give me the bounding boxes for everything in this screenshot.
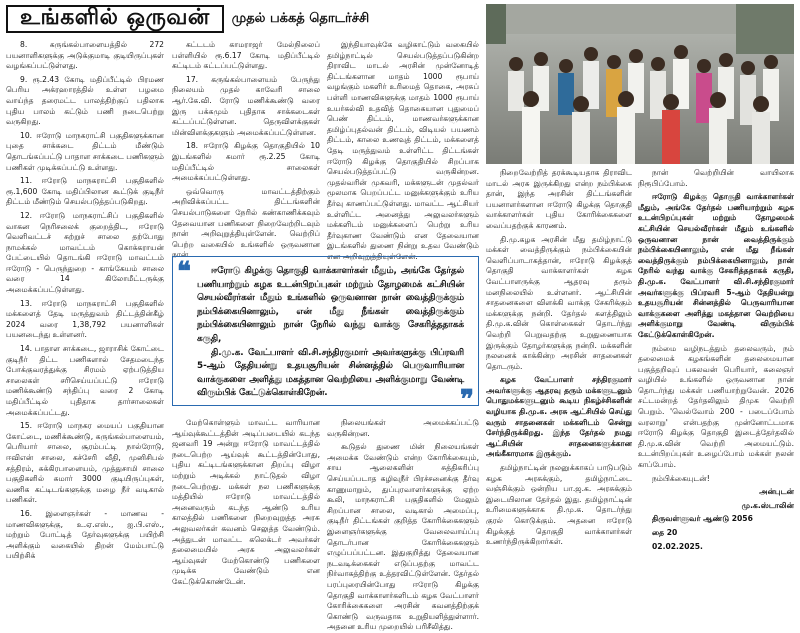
paragraph: நிறைவேற்றித் தரக்கூடியதாக திராவிட மாடல் அரசு இருக்கிறது என்ற நம்பிக்கை தான், இந்த அரசின் திட்டங்களின் பயனாளர்களான ஈரோடு கிழக்கு தொகுதி வாக்காளர்கள் புதிய கோரிக்கைகளை வைப்பதற்குக் காரணம். [486, 168, 632, 230]
paragraph: ஈரோடு கிழக்கு தொகுதி வாக்காளர்கள் மீதும், அங்கே தேர்தல் பணியாற்றும் கழக உடன்பிறப்புகள் மற்றும் தோழமைக் கட்சியின் செயல்வீரர்கள் மீதும் உங்களில் ஒருவனான நான் வைத்திருக்கும் நம்பிக்கையினாலும், என் மீது நீங்கள் வைத்திருக்கும் நம்பிக்கையினாலும், நான் நேரில் வந்து வாக்கு சேகரித்ததாகக் கருதி, தி.மு.க. வேட்பாளர் வி.சி.சந்திரகுமார் அவர்களுக்கு பிப்ரவரி 5-ஆம் தேதியன்று உதயசூரியன் சின்னத்தில் பெருவாரியான வாக்குகளை அளித்து மகத்தான வெற்றியை அளிக்குமாறு வேண்டி விரும்பிக் கேட்டுக்கொள்கிறேன். [638, 192, 794, 339]
column-3-bottom [327, 418, 479, 632]
paragraph: நம்மை வழிநடத்தும் தலைவரும், நம் தலைமைக் கழகங்களின் தலைமையான பகுத்தறிவுப் பகலவன் பெரியார், கலைஞர் வழியில் உங்களில் ஒருவனான நான் தொடர்ந்து மக்கள் பணியாற்றுவேன். 2026 சட்டமன்றத் தேர்தலிலும் திமுக வெற்றி பெறும். 'வெல்வோம் 200 - படைப்போம் வரலாறு' என்பதற்கு முன்னோட்டமாக ஈரோடு கிழக்கு தொகுதி இடைத்தேர்தலில் தி.மு.க.வின் வெற்றி அமையட்டும். உடன்பிறப்புகள் உழைப்போம் மக்கள் நலன் காப்போம். [638, 343, 794, 470]
signoff-date: 02.02.2025. [652, 541, 703, 551]
title-box [6, 5, 224, 33]
column-3-top [327, 40, 479, 261]
paragraph: 10. ஈரோடு மாநகராட்சி பகுதிகளுக்கான புதை சாக்கடை திட்டம் மீண்டும் தொடங்கப்பட்டு பாதாள சாக்கடை பணிகளும் பணிகள் முடிக்கப்பட்டு உள்ளது. [6, 130, 164, 172]
paragraph: 9. ரூ.2.43 கோடி மதிப்பீட்டில் பிரமண பெரிய அக்ரஹாரத்தில் உள்ள பழமை வாய்ந்த தரைமட்ட பாலத்திற்குப் பதிலாக புதிய பாலம் கட்டும் பணி நடைபெற்று வருகிறது. [6, 74, 164, 127]
signoff-closing: அன்புடன் [759, 487, 794, 497]
crowd-photo [486, 4, 794, 164]
article-subtitle: முதல் பக்கத் தொடர்ச்சி [231, 11, 370, 26]
column-4 [486, 168, 632, 588]
signoff-month: தை 20 [652, 528, 678, 537]
article-title: உங்களில் ஒருவன் [20, 5, 210, 30]
paragraph: 8. கருங்கல்பாளையத்தில் 272 பயனாளிகளுக்கு அடுக்குமாடி குடியிருப்புகள் வழங்கப்பட்டுள்ளது. [6, 40, 164, 71]
paragraph: 17. கருங்கல்பாளையம் பேருந்து நிலையம் முதல் காவேரி சாலை ஆர்.கே.வி. ரோடு மணிக்கூண்டு வரை இரு பக்கமும் புதிதாக சாக்கடைகள் கட்டப்பட்டுள்ளன. தெருவிளக்குகள் மின்விளக்குகளும் அமைக்கப்பட்டுள்ளன. [172, 74, 320, 137]
close-quote-icon: ❞ [460, 385, 474, 415]
paragraph: 15. ஈரோடு மாநகர மையப் பகுதியான கோட்டை, மணிக்கூண்டு, கருங்கல்பாளையம், பெரியார் சாலை, சூரம்பட்டி நால்ரோடு, ஈவிஎன் சாலை, கச்சேரி வீதி, முனிசிபல் சத்திரம், சுக்கிரபாளையம், முத்துசாமி சாலை பகுதிகளில் சுமார் 3000 குடியிருப்புகள், வணிக கட்டிடங்களுக்கு மழை நீர் வடிகால் பணிகள். [6, 421, 164, 505]
paragraph: 11. ஈரோடு மாநகராட்சி பகுதிகளில் ரூ.1,600 கோடி மதிப்பிலான கூட்டுக் குடிநீர் திட்டம் மீண்டும் செயல்படுத்தப்படுகிறது. [6, 176, 164, 207]
paragraph: நான் வெற்றியின் வாயிலாக நிரூபிப்போம். [638, 168, 794, 188]
paragraph: கட்டடம் காமராஜர் மேல்நிலைப் பள்ளியில் ரூ.6.17 கோடி மதிப்பீட்டில் கட்டிடம் கட்டப்பட்டுள்ளது. [172, 40, 320, 71]
paragraph: 13. ஈரோடு மாநகராட்சி பகுதிகளில் மக்களைத் தேடி மருத்துவம் திட்டத்தின்கீழ் 2024 வரை 1,38,792 பயனாளிகள் பயனடைந்து உள்ளனர். [6, 298, 164, 340]
paragraph: மேற்கொள்ளும் மாவட்ட வாரியான ஆய்வுக்கூட்டத்தின் அடிப்படையில் கடந்த ஜனவரி 19 அன்று ஈரோடு மாவட்டத்தில் நடைபெற்ற ஆய்வுக் கூட்டத்தின்போது, புதிய கட்டிடங்களுக்கான திறப்பு விழா மற்றும் அடிக்கல் நாட்டுதல் விழா நடைபெற்றது. மக்கள் நல பணிகளுக்கு மத்தியில் ஈரோடு மாவட்டத்தில் அனைவரும் கடந்த ஆண்டு உரிய காலத்தில் பணிகளை நிறைவுறுத்த அரசு அலுவலர்கள் கவனம் செலுத்த வேண்டும். அத்துடன் மாவட்ட கலெக்டர் அவர்கள் தலைமையில் அரசு அலுவலர்கள் ஆய்வுகள் மேற்கொண்டு பணிகளை முடிக்க வேண்டும் என கேட்டுக்கொண்டேன். [172, 418, 320, 586]
paragraph: 16. இளைஞர்கள் - மாணவ - மாணவிகளுக்கு, உ.ஏ.எஸ்., ஐ.பி.எஸ்., மற்றும் போட்டித் தேர்வுகளுக்கு பயிற்சி அளிக்கும் வகையில் திறன் மேம்பாட்டு பயிற்சிக் [6, 508, 164, 561]
paragraph: இந்தியாவுக்கே வழிகாட்டும் வகையில் தமிழ்நாட்டில் செயல்படுத்தப்படுகின்ற திராவிட மாடல் அரசின் முன்னோடித் திட்டங்களான மாதம் 1000 ரூபாய் வழங்கும் மகளிர் உரிமைத் தொகை, அரசுப் பள்ளி மாணவிகளுக்கு மாதம் 1000 ரூபாய் உயர்கல்வி உதவித் தொகையான புதுமைப் பெண் திட்டம், மாணவர்களுக்கான தமிழ்ப்புதல்வன் திட்டம், விடியல் பயணம் திட்டம், காலை உணவுத் திட்டம், மக்களைத் தேடி மருத்துவம் உள்ளிட்ட திட்டங்கள் ஈரோடு கிழக்கு தொகுதியில் சிறப்பாக செயல்படுத்தப்பட்டு வருகின்றன. முதல்வரின் முகவரி, மக்களுடன் முதல்வர் மூலமாக பெறப்பட்ட மனுக்களுக்கும் உரிய தீர்வு காணப்பட்டுள்ளது. மாவட்ட ஆட்சியர் உள்ளிட்ட அனைத்து அலுவலர்களும் மக்களிடம் மனுக்களைப் பெற்று உரிய தீர்வுகாண வேண்டும் என தேவையான இடங்களில் துணை நின்று உதவ வேண்டும் என அறிவுறுத்தியுள்ளேன். [327, 40, 479, 261]
paragraph: தமிழ்நாட்டின் நலனுக்காகப் பாடுபடும் கழக அரசுக்கும், தமிழ்நாட்டை வஞ்சிக்கும் ஒன்றிய பா.ஜ.க. அரசுக்கும் இடையிலான தேர்தல் இது. தமிழ்நாட்டின் உரிமைகளுக்காக தி.மு.க. தொடர்ந்து குரல் கொடுக்கும். அதனை ஈரோடு கிழக்குத் தொகுதி வாக்காளர்கள் உணர்ந்திருக்கிறார்கள். [486, 463, 632, 547]
quote-paragraph-2: தி.மு.க. வேட்பாளர் வி.சி.சந்திரகுமார் அவர்களுக்கு பிப்ரவரி 5-ஆம் தேதியன்று உதயசூரியன் சின்னத்தில் பெருவாரியான வாக்குகளை அளித்து மகத்தான வெற்றியை அளிக்குமாறு வேண்டி விரும்பிக் கேட்டுக்கொள்கிறேன். [197, 347, 464, 399]
signoff-year: திருவள்ளுவர் ஆண்டு 2056 [652, 514, 753, 524]
open-quote-icon: ❝ [177, 257, 191, 287]
article-header [6, 4, 480, 34]
paragraph: கழக வேட்பாளர் சந்திரகுமார் அவர்களுக்கு ஆதரவு தரும் மக்களுடனும் பொதுமக்களுடனும் கூடிய நிகழ்ச்சிகளின் வழியாக தி.மு.க. அரசு ஆட்சியில் செய்து வரும் சாதனைகள் மக்களிடம் சென்று சேர்ந்திருக்கிறது. இந்த தேர்தல் நமது ஆட்சியின் சாதனைகளுக்கான அங்கீகாரமாக இருக்கும். [486, 375, 632, 459]
quote-paragraph-1: ஈரோடு கிழக்கு தொகுதி வாக்காளர்கள் மீதும், அங்கே தேர்தல் பணியாற்றும் கழக உடன்பிறப்புகள் மற்றும் தோழமைக் கட்சியின் செயல்வீரர்கள் மீதும் உங்களில் ஒருவனான நான் வைத்திருக்கும் நம்பிக்கையினாலும், என் மீது நீங்கள் வைத்திருக்கும் நம்பிக்கையினாலும் நான் நேரில் வந்து வாக்கு சேகரித்ததாகக் கருதி, [197, 266, 464, 344]
crowd-photo-illustration [486, 4, 794, 164]
column-2-top [172, 40, 320, 260]
paragraph: 18. ஈரோடு கிழக்கு தொகுதியில் 10 இடங்களில் சுமார் ரூ.2.25 கோடி மதிப்பீட்டில் சாலைகள் அமைக்கப்பட்டுள்ளது. [172, 141, 320, 183]
paragraph: நம்பிக்கையுடன்! [652, 473, 710, 483]
paragraph: ஒவ்வொரு மாவட்டத்திற்கும் அறிவிக்கப்பட்ட திட்டங்களின் செயல்பாடுகளை நேரில் கண்காணிக்கவும் தேவையான பணிகளை நிறைவேற்றிடவும் நான் அறிவுறுத்தியுள்ளேன். வெற்றிப் பெற்ற வகையில் உங்களில் ஒருவனான நான் [172, 186, 320, 260]
signoff-name: மு.க.ஸ்டாலின் [741, 500, 794, 510]
column-2-bottom [172, 418, 320, 588]
paragraph: தி.மு.கழக அரசின் மீது தமிழ்நாட்டு மக்கள் வைத்திருக்கும் நம்பிக்கையின் வெளிப்பாடாகத்தான், ஈரோடு கிழக்குத் தொகுதி வாக்காளர்கள் கழக வேட்பாளருக்கு ஆதரவு தரும் மனநிலையில் உள்ளனர். ஆட்சியின் சாதனைகளை விளக்கி வாக்கு சேகரிக்கும் மக்களுக்கு நன்றி. தேர்தல் களத்திலும் தி.மு.க.வின் கொள்கைகள் தொடர்ந்து வெற்றி பெறுவதற்கு உறுதுணையாக இருக்கும் தோழர்களுக்கு நன்றி. மக்களின் நலனைக் காக்கின்ற அரசின் சாதனைகள் தொடரும். [486, 234, 632, 371]
pull-quote-box [172, 256, 479, 415]
paragraph: 12. ஈரோடு மாநகராட்சிப் பகுதிகளில் வாகன நெரிசலைக் குறைத்திட, ஈரோடு வெளிவட்டச் சுற்றுச் சாலை தற்போது நாமக்கல் மாவட்டம் கொக்கராயன் பேட்டையில் தொடங்கி ஈரோடு மாவட்டம் ஈரோடு - பெருந்துறை - காங்கேயம் சாலை வரை 14 கிலோமீட்டருக்கு அமைக்கப்பட்டுள்ளது. [6, 210, 164, 295]
paragraph: நிலையங்கள் அமைக்கப்பட்டு வருகின்றன. [327, 418, 479, 438]
column-1 [6, 40, 164, 588]
paragraph: கூடுதல் துணை மின் நிலையங்கள் அமைக்க வேண்டும் என்ற கோரிக்கையும், சாய ஆலைகளின் சுத்திகரிப்பு செய்யப்படாத கழிவுநீர் பிரச்சனைக்கு தீர்வு காணுமாறும், துப்புரவாளர்களுக்கு ஏற்ற கூலி, மாநகராட்சி பகுதிகளில் மேலும் சிறப்பான சாலை, வடிகால் அமைப்பு, குடிநீர் திட்டங்கள் குறித்த கோரிக்கைகளும் இளைஞர்களுக்கு வேலைவாய்ப்பு தொடர்பான கோரிக்கைகளும் எழுப்பப்பட்டன. இதுகுறித்து தேவையான நடவடிக்கைகள் எடுப்பதற்கு மாவட்ட நிர்வாகத்திற்கு உத்தரவிட்டுள்ளேன். தேர்தல் பரப்புரையின்போது ஈரோடு கிழக்கு தொகுதி வாக்காளர்களிடம் கழக வேட்பாளர் கோரிக்கைகளை அரசின் கவனத்திற்குக் கொண்டு வருவதாக உறுதியளித்துள்ளார். அதனை உரிய முறையில் பரிசீலித்து. [327, 442, 479, 632]
column-5 [638, 168, 794, 588]
paragraph: 14. பாதாள சாக்கடை, ஜாராசிக் கோட்டை குடிநீர் திட்ட பணிகளால் சேதமடைந்த போக்குவரத்துக்கு சிரமம் ஏற்படுத்திய சாலைகள் சரிசெய்யப்பட்டு ஈரோடு மணிக்கூண்டு சந்திப்பு வரை 2 கோடி மதிப்பீட்டில் புதிதாக தார்சாலைகள் அமைக்கப்பட்டது. [6, 344, 164, 417]
